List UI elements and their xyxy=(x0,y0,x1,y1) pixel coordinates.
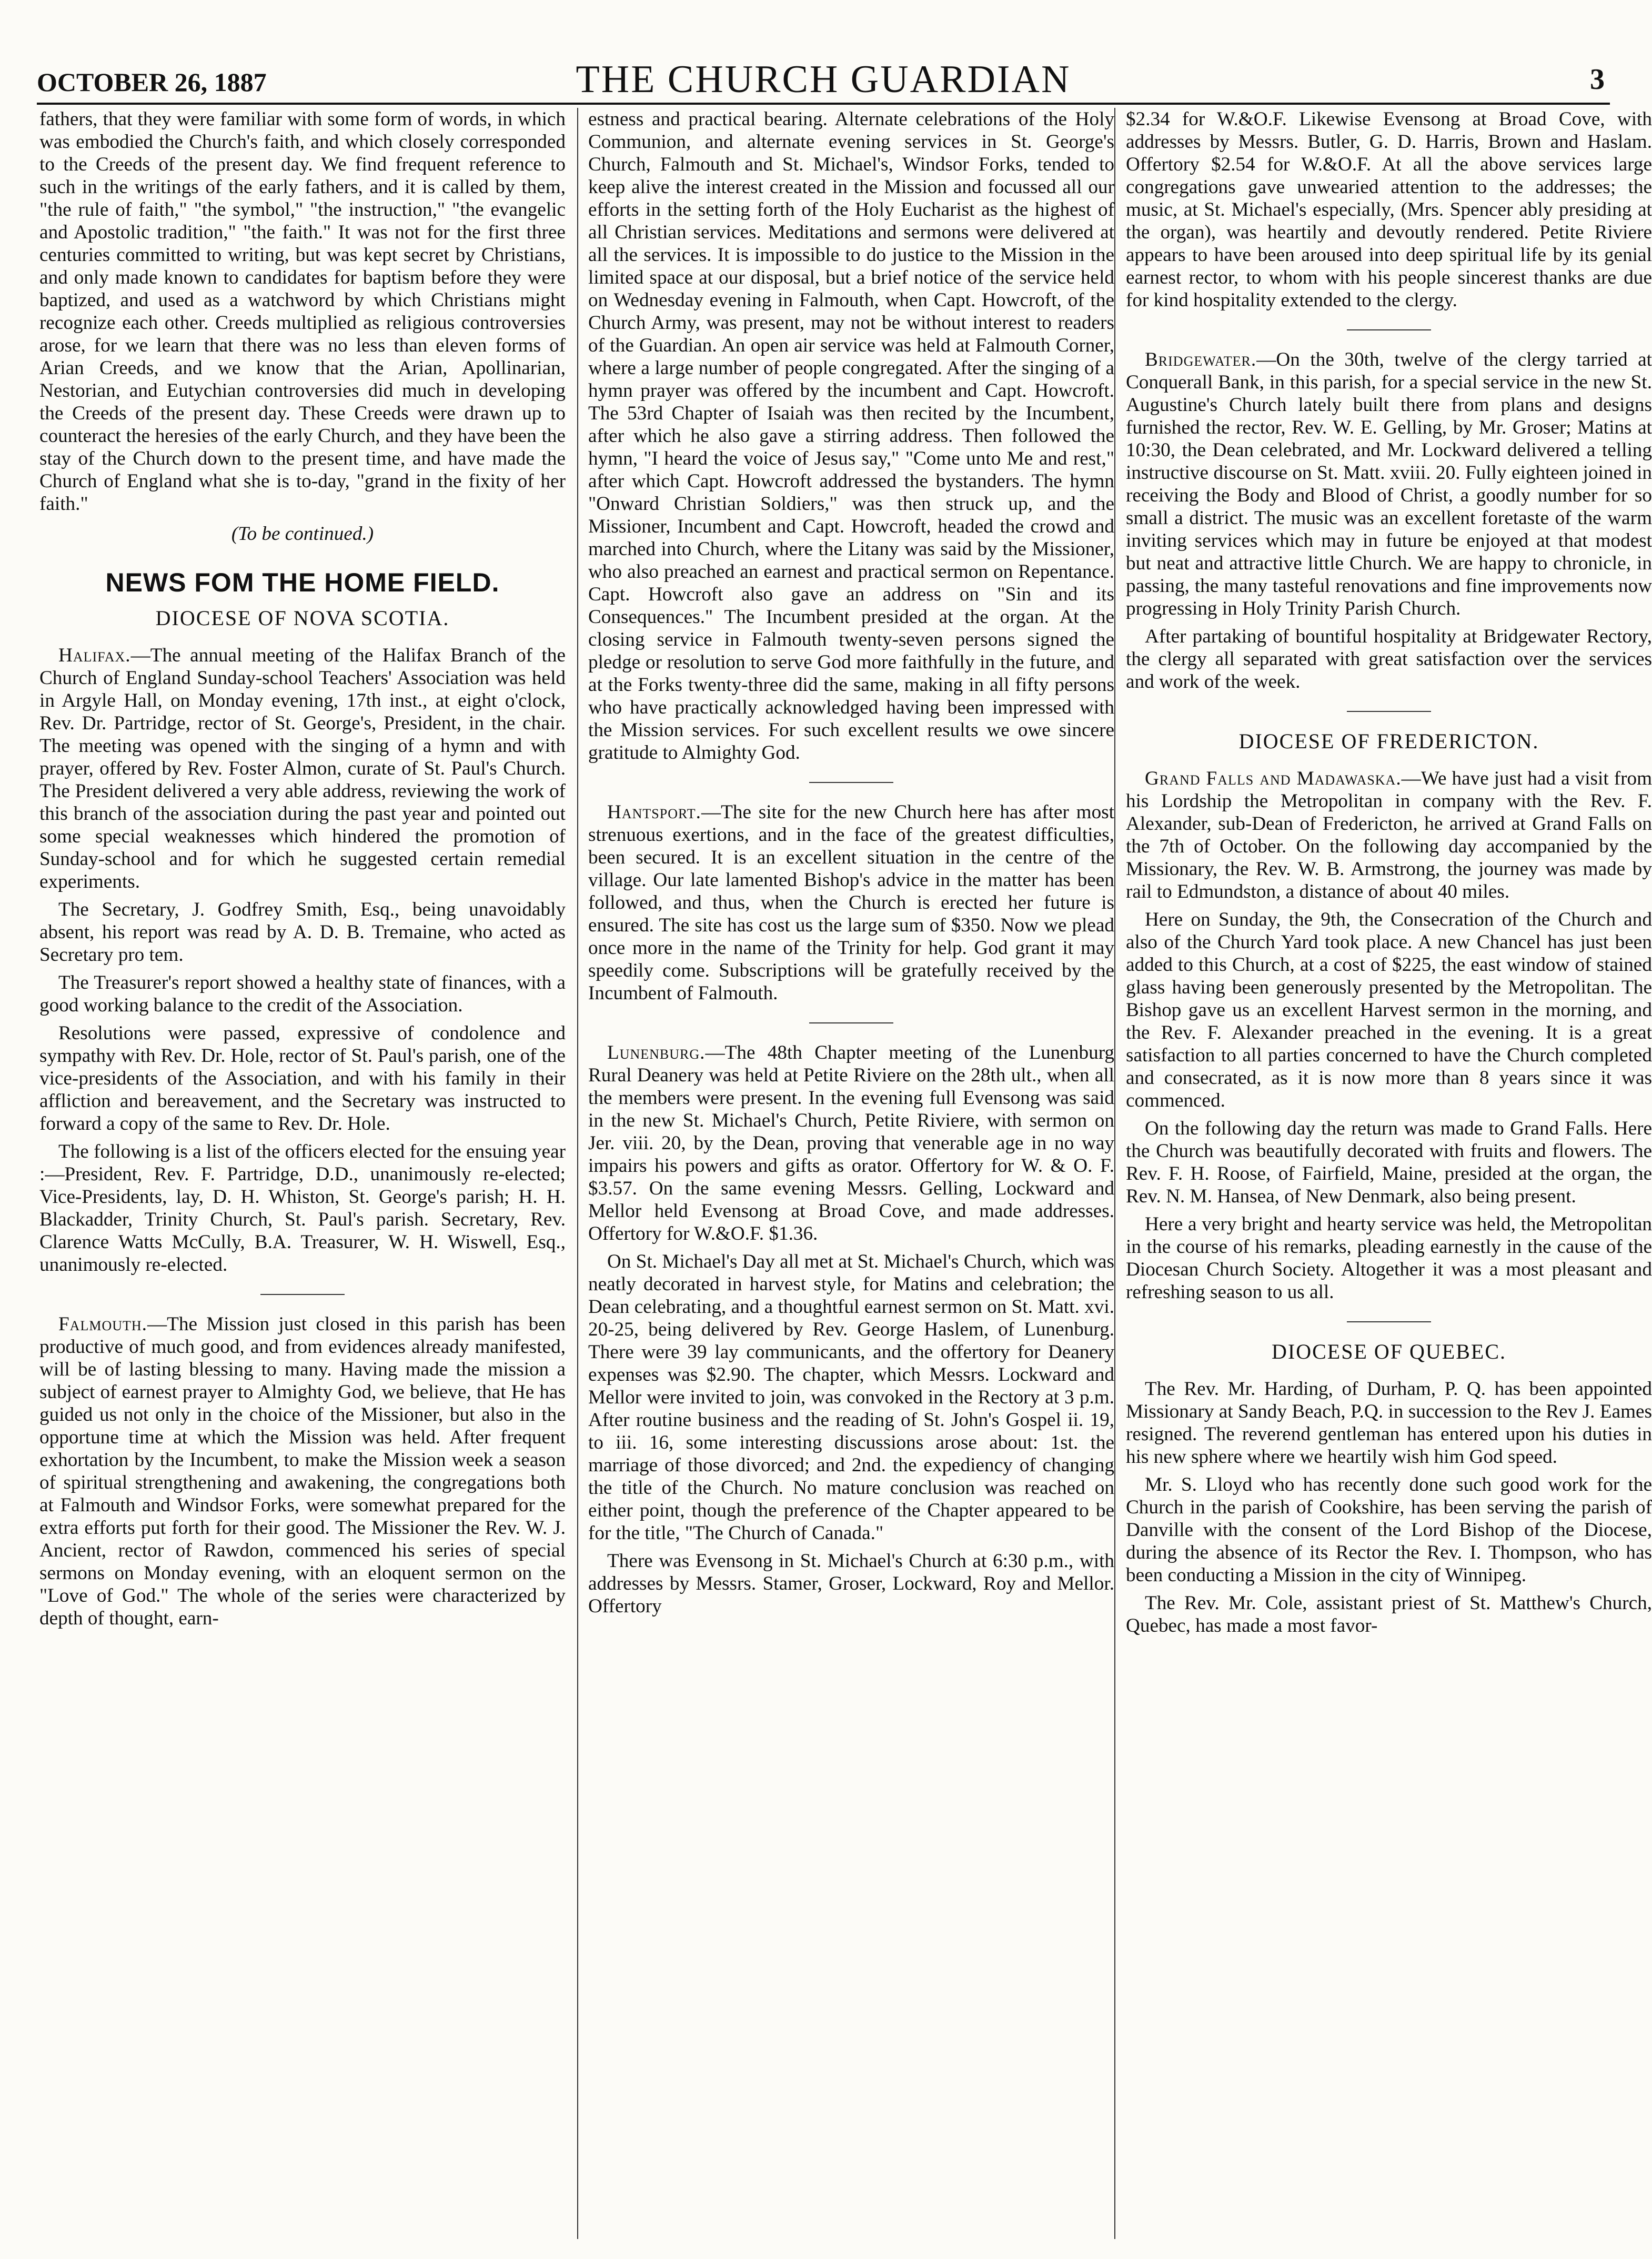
newspaper-title: THE CHURCH GUARDIAN xyxy=(576,58,1071,101)
column-rule xyxy=(1114,108,1115,2239)
separator-rule xyxy=(1347,711,1431,712)
continued-note: (To be continued.) xyxy=(231,523,374,545)
news-item-halifax: Halifax.—The annual meeting of the Halifax Branch of the Church of England Sunday-school Teachers' Association was held in Argyle Hall, on Monday evening, 17th inst., at eight o'clock, Rev. Dr. Partridge, rector of St. George's, President, in the chair. The meeting was opened with the singing of a hymn and with prayer, offered by Rev. Foster Almon, curate of St. Paul's Church. The President delivered a very able address, reviewing the work of this branch of the association during the past year and pointed out some special weaknesses which hindered the promotion of Sunday-school and for which he suggested certain remedial experiments. xyxy=(39,645,566,892)
article-paragraph: fathers, that they were familiar with some form of words, in which was embodied the Church's faith, and which closely corresponded to the Creeds of the present day. We find frequent reference to such in the writings of the early fathers, and it is called by them, "the rule of faith," "the symbol," "the instruction," "the evangelic and Apostolic tradition," "the faith." It was not for the first three centuries committed to writing, but was kept secret by Christians, and only made known to candidates for baptism before they were baptized, and used as a watchword by which Christians might recognize each other. Creeds multiplied as religious controversies arose, for we learn that there was no less than eleven forms of Arian Creeds, and we know that the Arian, Apollinarian, Nestorian, and Eutychian controversies did much in developing the Creeds of the present day. These Creeds were drawn up to counteract the heresies of the early Church, and they have been the stay of the Church down to the present time, and have made the Church of England what she is to-day, "grand in the fixity of her faith." xyxy=(39,108,566,515)
column-3 xyxy=(1126,108,1652,2239)
article-paragraph: There was Evensong in St. Michael's Church at 6:30 p.m., with addresses by Messrs. Stamer, Groser, Lockward, Roy and Mellor. Offertory xyxy=(588,1550,1114,1617)
article-paragraph: Resolutions were passed, expressive of condolence and sympathy with Rev. Dr. Hole, rector of St. Paul's parish, one of the vice-presidents of the Association, and with his family in their affliction and bereavement, and the Secretary was instructed to forward a copy of the same to Rev. Dr. Hole. xyxy=(39,1022,566,1134)
article-paragraph: Mr. S. Lloyd who has recently done such good work for the Church in the parish of Cookshire, has been serving the parish of Danville with the consent of the Lord Bishop of the Diocese, during the absence of its Rector the Rev. I. Thompson, who has been conducting a Mission in the city of Winnipeg. xyxy=(1126,1474,1652,1586)
news-item-bridgewater: Bridgewater.—On the 30th, twelve of the clergy tarried at Conquerall Bank, in this parish, for a special service in the new St. Augustine's Church lately built there from plans and designs furnished the rector, Rev. W. E. Gelling, by Mr. Groser; Matins at 10:30, the Dean celebrated, and Mr. Lockward delivered a telling instructive discourse on St. Matt. xviii. 20. Fully eighteen joined in receiving the Body and Blood of Christ, a goodly number for so small a district. The music was an excellent foretaste of the warm inviting services which may in future be enjoyed at that modest but neat and attractive little Church. We are happy to chronicle, in passing, the many tasteful renovations and fine improvements now progressing in Holy Trinity Parish Church. xyxy=(1126,349,1652,619)
diocese-heading: DIOCESE OF FREDERICTON. xyxy=(1238,729,1539,753)
diocese-heading: DIOCESE OF NOVA SCOTIA. xyxy=(155,606,450,630)
article-paragraph: On the following day the return was made to Grand Falls. Here the Church was beautifully decorated with fruits and flowers. The Rev. F. H. Roose, of Fairfield, Maine, presided at the organ, the Rev. N. M. Hansea, of New Denmark, also being present. xyxy=(1126,1118,1652,1207)
column-2 xyxy=(588,108,1114,2239)
news-item-grand-falls: Grand Falls and Madawaska.—We have just had a visit from his Lordship the Metropolitan in company with the Rev. F. Alexander, sub-Dean of Fredericton, he arrived at Grand Falls on the 7th of October. On the following day accompanied by the Missionary, the Rev. W. B. Armstrong, the journey was made by rail to Edmundston, a distance of about 40 miles. xyxy=(1126,768,1652,902)
article-paragraph: The following is a list of the officers elected for the ensuing year :—President, Rev. F. Partridge, D.D., unanimously re-elected; Vice-Presidents, lay, D. H. Whiston, St. George's parish; H. H. Blackadder, Trinity Church, St. Paul's parish. Secretary, Rev. Clarence Watts McCully, B.A. Treasurer, W. H. Wiswell, Esq., unanimously re-elected. xyxy=(39,1141,566,1276)
article-paragraph: Here a very bright and hearty service was held, the Metropolitan in the course of his remarks, pleading earnestly in the cause of the Diocesan Church Society. Altogether it was a most pleasant and refreshing season to us all. xyxy=(1126,1213,1652,1303)
separator-rule xyxy=(809,1022,893,1023)
article-paragraph: Here on Sunday, the 9th, the Consecration of the Church and also of the Church Yard took place. A new Chancel has just been added to this Church, at a cost of $225, the east window of stained glass having been generously presented by the Metropolitan. The Bishop gave us an excellent Harvest sermon in the morning, and the Rev. F. Alexander preached in the evening. It is a great satisfaction to all parties concerned to have the Church completed and consecrated, as it is now more than 8 years since it was commenced. xyxy=(1126,909,1652,1111)
masthead xyxy=(37,55,1610,105)
place-name: Halifax. xyxy=(58,645,131,666)
article-paragraph: The Rev. Mr. Harding, of Durham, P. Q. has been appointed Missionary at Sandy Beach, P.Q. in succession to the Rev J. Eames resigned. The reverend gentleman has entered upon his duties in his new sphere where we heartily wish him God speed. xyxy=(1126,1378,1652,1468)
place-name: Hantsport. xyxy=(607,801,701,823)
article-paragraph: On St. Michael's Day all met at St. Michael's Church, which was neatly decorated in harvest style, for Matins and celebration; the Dean celebrating, and a thoughtful earnest sermon on St. Matt. xvi. 20-25, being delivered by Rev. George Haslem, of Lunenburg. There were 39 lay communicants, and the offertory for Deanery expenses was $2.90. The chapter, which Messrs. Lockward and Mellor were invited to join, was convoked in the Rectory at 3 p.m. After routine business and the reading of St. John's Gospel ii. 19, to iii. 16, some interesting discussions arose about: 1st. the marriage of those divorced; and 2nd. the expediency of changing the title of the Church. No mature conclusion was reached on either point, though the preference of the Chapter appeared to be for the title, "The Church of Canada." xyxy=(588,1251,1114,1544)
article-paragraph: The Treasurer's report showed a healthy state of finances, with a good working balance to the credit of the Association. xyxy=(39,972,566,1016)
column-1 xyxy=(39,108,566,2239)
section-heading: NEWS FOM THE HOME FIELD. xyxy=(105,568,500,597)
diocese-heading: DIOCESE OF QUEBEC. xyxy=(1271,1340,1507,1363)
article-paragraph: $2.34 for W.&O.F. Likewise Evensong at Broad Cove, with addresses by Messrs. Butler, G. D. Harris, Brown and Haslam. Offertory $2.54 for W.&O.F. At all the above services large congregations gave unwearied attention to the addresses; the music, at St. Michael's especially, (Mrs. Spencer ably presiding at the organ), was heartily and devoutly rendered. Petite Riviere appears to have been aroused into deep spiritual life by its genial earnest rector, to whom with his people sincerest thanks are due for kind hospitality extended to the clergy. xyxy=(1126,108,1652,311)
column-rule xyxy=(577,108,578,2239)
article-paragraph: The Secretary, J. Godfrey Smith, Esq., being unavoidably absent, his report was read by A. D. B. Tremaine, who acted as Secretary pro tem. xyxy=(39,899,566,966)
separator-rule xyxy=(1347,1321,1431,1322)
place-name: Lunenburg. xyxy=(607,1042,706,1063)
issue-date: OCTOBER 26, 1887 xyxy=(37,67,267,97)
separator-rule xyxy=(1347,329,1431,330)
place-name: Grand Falls and Madawaska. xyxy=(1145,768,1402,789)
news-item-hantsport: Hantsport.—The site for the new Church here has after most strenuous exertions, and in the face of the greatest difficulties, been secured. It is an excellent situation in the centre of the village. Our late lamented Bishop's advice in the matter has been followed, and thus, when the Church is erected her future is ensured. The site has cost us the large sum of $350. Now we plead once more in the name of the Trinity for help. God grant it may speedily come. Subscriptions will be gratefully received by the Incumbent of Falmouth. xyxy=(588,801,1114,1004)
news-item-falmouth: Falmouth.—The Mission just closed in this parish has been productive of much good, and from evidences already manifested, will be of lasting blessing to many. Having made the mission a subject of earnest prayer to Almighty God, we believe, that He has guided us not only in the choice of the Missioner, but also in the opportune time at which the Mission was held. After frequent exhortation by the Incumbent, to make the Mission week a season of spiritual strengthening and awakening, the congregations both at Falmouth and Windsor Forks, were somewhat prepared for the extra efforts put forth for their good. The Missioner the Rev. W. J. Ancient, rector of Rawdon, commenced his series of special sermons on Monday evening, with an eloquent sermon on the "Love of God." The whole of the series were characterized by depth of thought, earn- xyxy=(39,1313,566,1629)
place-name: Falmouth. xyxy=(58,1313,147,1335)
news-item-lunenburg: Lunenburg.—The 48th Chapter meeting of the Lunenburg Rural Deanery was held at Petite Riviere on the 28th ult., when all the members were present. In the evening full Evensong was said in the new St. Michael's Church, Petite Riviere, with sermon on Jer. viii. 20, by the Dean, proving that venerable age in no way impairs his powers and gifts as orator. Offertory for W. & O. F. $3.57. On the same evening Messrs. Gelling, Lockward and Mellor held Evensong at Broad Cove, and made addresses. Offertory for W.&O.F. $1.36. xyxy=(588,1042,1114,1244)
article-paragraph: estness and practical bearing. Alternate celebrations of the Holy Communion, and alternate evening services in St. George's Church, Falmouth and St. Michael's, Windsor Forks, tended to keep alive the interest created in the Mission and focussed all our efforts in the setting forth of the Holy Eucharist as the highest of all Christian services. Meditations and sermons were delivered at all the services. It is impossible to do justice to the Mission in the limited space at our disposal, but a brief notice of the service held on Wednesday evening in Falmouth, when Capt. Howcroft, of the Church Army, was present, may not be without interest to readers of the Guardian. An open air service was held at Falmouth Corner, where a large number of people congregated. After the singing of a hymn prayer was offered by the incumbent and Capt. Howcroft. The 53rd Chapter of Isaiah was then recited by the Incumbent, after which he also gave a stirring address. Then followed the hymn, "I heard the voice of Jesus say," "Come unto Me and rest," after which Capt. Howcroft addressed the bystanders. The hymn "Onward Christian Soldiers," was then struck up, and the Missioner, Incumbent and Capt. Howcroft, headed the crowd and marched into Church, where the Litany was said by the Missioner, who also preached an earnest and practical sermon on Repentance. Capt. Howcroft also gave an address on "Sin and its Consequences." The Incumbent presided at the organ. At the closing service in Falmouth twenty-seven persons signed the pledge or resolution to serve God more faithfully in the future, and at the Forks twenty-three did the same, making in all fifty persons who have practically acknowledged having been impressed with the Mission services. For such excellent results we owe sincere gratitude to Almighty God. xyxy=(588,108,1114,764)
separator-rule xyxy=(260,1294,345,1295)
page-number: 3 xyxy=(1590,63,1605,96)
article-paragraph: The Rev. Mr. Cole, assistant priest of St. Matthew's Church, Quebec, has made a most favor- xyxy=(1126,1592,1652,1636)
place-name: Bridgewater. xyxy=(1145,349,1257,370)
separator-rule xyxy=(809,782,893,783)
article-paragraph: After partaking of bountiful hospitality at Bridgewater Rectory, the clergy all separated with great satisfaction over the services and work of the week. xyxy=(1126,626,1652,692)
